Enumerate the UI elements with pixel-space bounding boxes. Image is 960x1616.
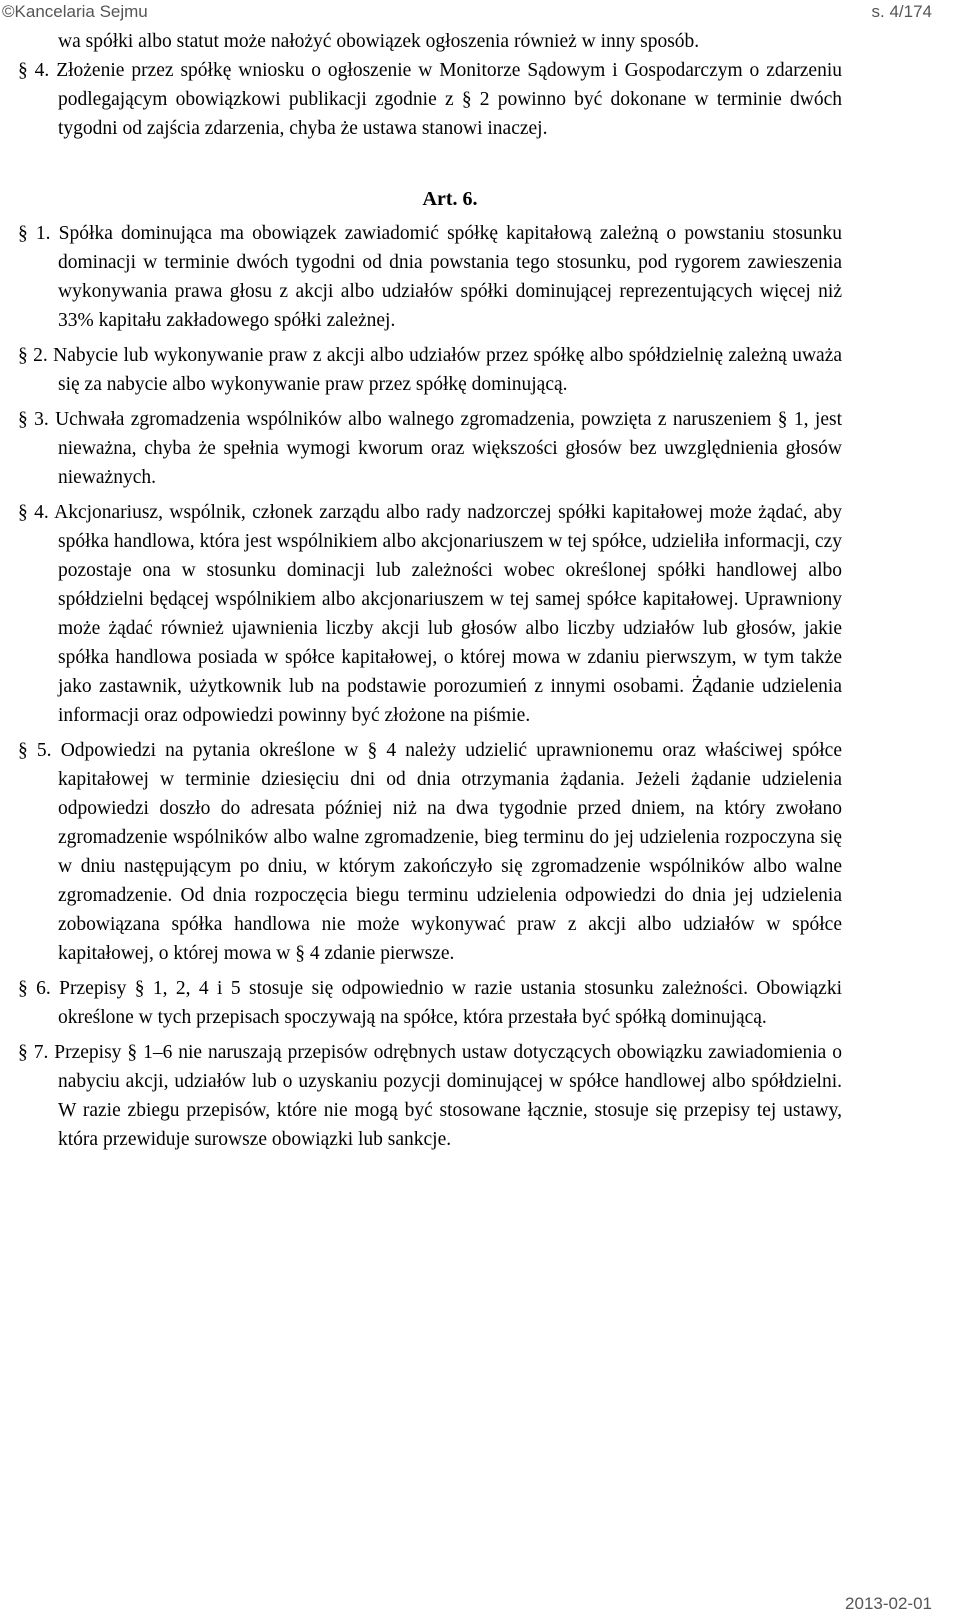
paragraph-7: § 7. Przepisy § 1–6 nie naruszają przepisów odrębnych ustaw dotyczących obowiązku zawiadomienia o nabyciu akcji, udziałów lub o uzyskaniu pozycji dominującej w spółce handlowej albo spółdzielni. W razie zbiegu przepisów, które nie mogą być stosowane łącznie, stosuje się przepisy tej ustawy, która przewiduje surowsze obowiązki lub sankcje.: [18, 1042, 842, 1150]
paragraph-6: § 6. Przepisy § 1, 2, 4 i 5 stosuje się odpowiednio w razie ustania stosunku zależności. Obowiązki określone w tych przepisach spoczywają na spółce, która przestała być spółką dominującą.: [18, 978, 842, 1028]
spacer: [58, 143, 842, 185]
document-body: [18, 27, 842, 1160]
previous-paragraph-4: § 4. Złożenie przez spółkę wniosku o ogłoszenie w Monitorze Sądowym i Gospodarczym o zdarzeniu podlegającym obowiązkowi publikacji zgodnie z § 2 powinno być dokonane w terminie dwóch tygodni od zajścia zdarzenia, chyba że ustawa stanowi inaczej.: [18, 60, 842, 139]
article-title: Art. 6.: [422, 188, 478, 210]
header-source: ©Kancelaria Sejmu: [2, 2, 148, 21]
document-date: 2013-02-01: [845, 1594, 932, 1613]
paragraph-1: § 1. Spółka dominująca ma obowiązek zawiadomić spółkę kapitałową zależną o powstaniu stosunku dominacji w terminie dwóch tygodni od dnia powstania tego stosunku, pod rygorem zawieszenia wykonywania prawa głosu z akcji albo udziałów spółki dominującej reprezentujących więcej niż 33% kapitału zakładowego spółki zależnej.: [18, 223, 842, 331]
paragraph-5: § 5. Odpowiedzi na pytania określone w § 4 należy udzielić uprawnionemu oraz właściwej spółce kapitałowej w terminie dziesięciu dni od dnia otrzymania żądania. Jeżeli żądanie udzielenia odpowiedzi doszło do adresata później niż na dwa tygodnie przed dniem, na który zwołano zgromadzenie wspólników albo walne zgromadzenie, bieg terminu do jej udzielenia rozpoczyna się w dniu następującym po dniu, w którym zakończyło się zgromadzenie wspólników albo walne zgromadzenie. Od dnia rozpoczęcia biegu terminu udzielenia odpowiedzi do dnia jej udzielenia zobowiązana spółka handlowa nie może wykonywać praw z akcji albo udziałów w spółce kapitałowej, o której mowa w § 4 zdanie pierwsze.: [18, 740, 842, 964]
page-number: s. 4/174: [871, 2, 932, 21]
paragraph-3: § 3. Uchwała zgromadzenia wspólników albo walnego zgromadzenia, powzięta z naruszeniem § 1, jest nieważna, chyba że spełnia wymogi kworum oraz większości głosów bez uwzględnienia głosów nieważnych.: [18, 409, 842, 488]
continuation-text: wa spółki albo statut może nałożyć obowiązek ogłoszenia również w inny sposób.: [58, 31, 700, 52]
paragraph-2: § 2. Nabycie lub wykonywanie praw z akcji albo udziałów przez spółkę albo spółdzielnię zależną uważa się za nabycie albo wykonywanie praw przez spółkę dominującą.: [18, 345, 842, 395]
paragraph-4: § 4. Akcjonariusz, wspólnik, członek zarządu albo rady nadzorczej spółki kapitałowej może żądać, aby spółka handlowa, która jest wspólnikiem albo akcjonariuszem w tej spółce, udzieliła informacji, czy pozostaje ona w stosunku dominacji lub zależności wobec określonej spółki handlowej albo spółdzielni będącej wspólnikiem albo akcjonariuszem w tej samej spółce kapitałowej. Uprawniony może żądać również ujawnienia liczby akcji lub głosów albo liczby udziałów lub głosów, jakie spółka handlowa posiada w spółce kapitałowej, o której mowa w zdaniu pierwszym, w tym także jako zastawnik, użytkownik lub na podstawie porozumień z innymi osobami. Żądanie udzielenia informacji oraz odpowiedzi powinny być złożone na piśmie.: [18, 502, 842, 726]
